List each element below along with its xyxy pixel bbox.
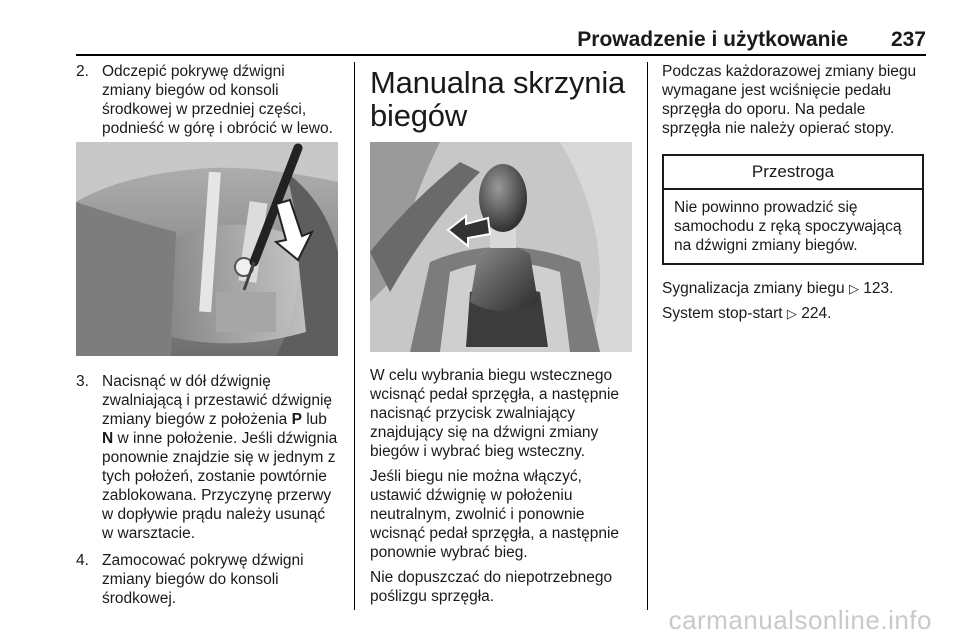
warning-body: Nie powinno prowadzić się samochodu z ręką spoczywającą na dźwigni zmiany biegów. — [674, 199, 902, 254]
step-4 — [76, 551, 338, 608]
triangle-right-icon: ▷ — [848, 281, 859, 296]
step-text-a: Nacisnąć w dół dźwignię zwalniającą i przestawić dźwignię zmiany biegów z położenia — [102, 373, 333, 428]
step-2 — [76, 62, 338, 138]
header-rule — [76, 54, 926, 56]
reference-shift-indicator[interactable] — [662, 279, 924, 298]
reference-stop-start[interactable] — [662, 304, 924, 323]
column-middle-text — [370, 366, 632, 606]
step-3 — [76, 372, 338, 543]
triangle-right-icon: ▷ — [786, 306, 797, 321]
position-n: N — [102, 430, 114, 447]
page-number: 237 — [890, 28, 926, 51]
paragraph-clutch-slip: Nie dopuszczać do niepotrzebnego poślizgu sprzęgła. — [370, 569, 613, 605]
reference-label: Sygnalizacja zmiany biegu — [662, 280, 849, 297]
reference-page: 123. — [858, 280, 894, 297]
console-cover-photo — [76, 142, 338, 356]
step-text: Odczepić pokrywę dźwigni zmiany biegów od konsoli środkowej w przedniej części, podnieść w górę i obrócić w lewo. — [102, 63, 333, 137]
warning-box — [662, 154, 924, 265]
step-text: Zamocować pokrywę dźwigni zmiany biegów do konsoli środkowej. — [102, 552, 304, 607]
position-p: P — [291, 411, 302, 428]
column-divider-2 — [647, 62, 648, 610]
step-number: 2. — [76, 63, 89, 80]
reference-page: 224. — [796, 305, 832, 322]
console-cover-illustration — [76, 142, 338, 356]
gear-lever-photo — [370, 142, 632, 352]
column-right — [662, 62, 924, 323]
step-text-b: lub — [301, 411, 327, 428]
section-title: Prowadzenie i użytkowanie — [577, 28, 848, 51]
column-left — [76, 62, 338, 138]
column-middle — [370, 66, 632, 132]
paragraph-reverse-gear: W celu wybrania biegu wstecznego wcisnąć pedał sprzęgła, a następnie nacisnąć przycisk zwalniający znajdujący się na dźwigni zmiany biegów i wybrać bieg wsteczny. — [370, 367, 620, 460]
paragraph-gear-not-engaging: Jeśli biegu nie można włączyć, ustawić dźwignię w położeniu neutralnym, zwolnić i ponownie wcisnąć pedał sprzęgła, a następnie ponownie wybrać bieg. — [370, 468, 620, 561]
step-number: 3. — [76, 373, 89, 390]
page-header — [76, 22, 926, 56]
reference-label: System stop-start — [662, 305, 787, 322]
paragraph-clutch-pedal: Podczas każdorazowej zmiany biegu wymagane jest wciśnięcie pedału sprzęgła do oporu. Na pedale sprzęgła nie należy opierać stopy. — [662, 63, 917, 137]
column-divider-1 — [354, 62, 355, 610]
step-text-c: w inne położenie. Jeśli dźwignia ponownie znajdzie się w jednym z tych położeń, zostanie powtórnie zablokowana. Przyczynę przerwy w dopływie prądu należy usunąć w warsztacie. — [102, 430, 338, 542]
column-left-lower — [76, 372, 338, 608]
footer-watermark: carmanualsonline.info — [668, 605, 932, 635]
gear-lever-illustration — [370, 142, 632, 352]
warning-title: Przestroga — [664, 156, 922, 190]
section-heading: Manualna skrzynia biegów — [370, 65, 626, 133]
step-number: 4. — [76, 552, 89, 569]
